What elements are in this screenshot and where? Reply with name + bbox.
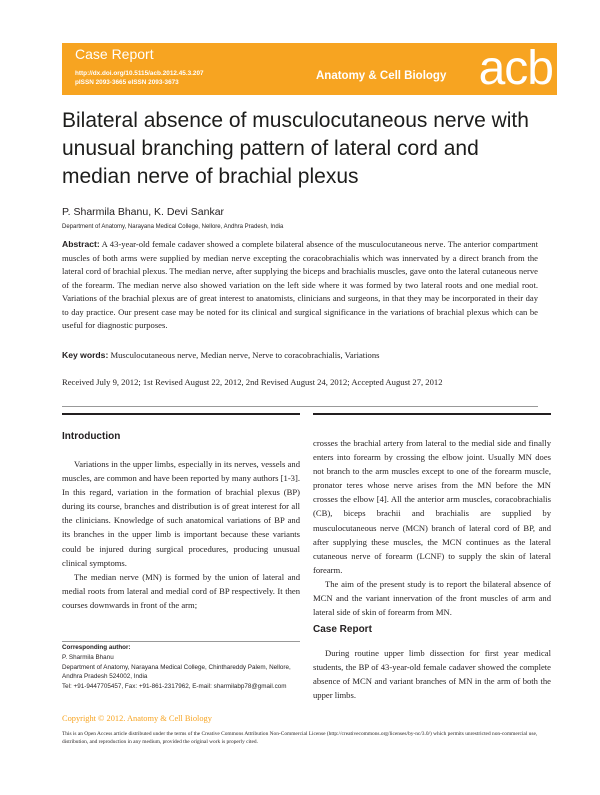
right-column-top bbox=[313, 436, 551, 619]
journal-name: Anatomy & Cell Biology bbox=[316, 70, 447, 82]
keywords-text: Musculocutaneous nerve, Median nerve, Nerve to coracobrachialis, Variations bbox=[110, 350, 380, 360]
issn: pISSN 2093-3665 eISSN 2093-3673 bbox=[75, 79, 179, 86]
header-banner bbox=[62, 43, 557, 95]
received-dates: Received July 9, 2012; 1st Revised August 22, 2012, 2nd Revised August 24, 2012; Accepted August 27, 2012 bbox=[62, 377, 443, 387]
intro-paragraph-1: Variations in the upper limbs, especially in its nerves, vessels and muscles, are common and have been reported by many authors [1-3]. In this regard, variation in the formation of brachial plexus (BP) during its course, branches and distribution is of great interest for all the clinicians. Knowledge of such anatomical variations of BP and its branches in the upper limb is important because these variants could be injured during surgical procedures, producing unusual clinical symptoms. bbox=[62, 459, 300, 568]
abstract-label: Abstract: bbox=[62, 239, 100, 249]
abstract-text: A 43-year-old female cadaver showed a complete bilateral absence of the musculocutaneous nerve. The anterior compartment muscles of both arms were supplied by median nerve excepting the coracobrachialis which was innervated by a direct branch from the lateral cord of brachial plexus. The median nerve, after supplying the biceps and brachialis muscles, gave onto the lateral cutaneous nerve of the forearm. The median nerve also showed variation on the left side where it was formed by two lateral roots and one medial root. Variations of the brachial plexus are of great interest to anatomists, clinicians and surgeons, in that they may be incorporated in their day to day practice. Our present case may be noted for its clinical and surgical significance in the variations of brachial plexus which can be useful for diagnostic purposes. bbox=[62, 239, 538, 330]
case-report-heading: Case Report bbox=[313, 624, 372, 635]
intro-paragraph-2: The median nerve (MN) is formed by the union of lateral and medial roots from lateral and medial cord of BP respectively. It then courses downwards in front of the arm; bbox=[62, 571, 300, 610]
doi-link[interactable]: http://dx.doi.org/10.5115/acb.2012.45.3.207 bbox=[75, 70, 204, 77]
journal-logo: acb bbox=[478, 42, 553, 95]
keywords bbox=[62, 350, 380, 360]
abstract bbox=[62, 238, 538, 333]
corresponding-divider bbox=[62, 641, 300, 642]
authors: P. Sharmila Bhanu, K. Devi Sankar bbox=[62, 206, 225, 218]
article-title: Bilateral absence of musculocutaneous nerve with unusual branching pattern of lateral cord and median nerve of brachial plexus bbox=[62, 109, 529, 188]
keywords-label: Key words: bbox=[62, 350, 109, 360]
article-type: Case Report bbox=[75, 46, 154, 62]
introduction-heading: Introduction bbox=[62, 431, 121, 442]
corresponding-name: P. Sharmila Bhanu bbox=[62, 653, 114, 661]
corresponding-address: Department of Anatomy, Narayana Medical College, Chinthareddy Palem, Nellore, Andhra Pradesh 524002, India bbox=[62, 663, 291, 681]
corresponding-author bbox=[62, 643, 300, 692]
corresponding-contact[interactable]: Tel: +91-9447705457, Fax: +91-861-2317962, E-mail: sharmilabp78@gmail.com bbox=[62, 683, 287, 691]
case-paragraph-1: During routine upper limb dissection for first year medical students, the BP of 43-year-old female cadaver showed the complete absence of MCN and variant branches of MN in the arm of both the upper limbs. bbox=[313, 648, 551, 701]
corresponding-label: Corresponding author: bbox=[62, 644, 131, 651]
left-column bbox=[62, 457, 300, 612]
column-rule-left bbox=[62, 413, 300, 415]
affiliation: Department of Anatomy, Narayana Medical College, Nellore, Andhra Pradesh, India bbox=[62, 224, 284, 230]
license-text: This is an Open Access article distributed under the terms of the Creative Commons Attribution Non-Commercial License (http://creativecommons.org/licenses/by-nc/3.0/) which permits unrestricted non-commercial use, distribution, and reproduction in any medium, provided the original work is properly cited. bbox=[62, 731, 538, 745]
right-column-bottom bbox=[313, 646, 551, 702]
copyright: Copyright © 2012. Anatomy & Cell Biology bbox=[62, 714, 212, 723]
intro-paragraph-3: crosses the brachial artery from lateral to the medial side and finally enters into forearm by crossing the elbow joint. Usually MN does not branch to the arm muscles except to one of the forearm muscle, pronator teres whose nerve arises from the MN before the MN crosses the elbow [4]. All the anterior arm muscles, coracobrachialis (CB), biceps brachii and brachialis are supplied by musculocutaneous nerve (MCN) branch of lateral cord of BP, and after supplying these muscles, the MCN continues as the lateral cutaneous nerve of forearm (LCNF) to supply the skin of lateral forearm. bbox=[313, 438, 551, 575]
column-rule-right bbox=[313, 413, 551, 415]
intro-paragraph-4: The aim of the present study is to report the bilateral absence of MCN and the variant innervation of the front muscles of arm and lateral side of skin of forearm from MN. bbox=[313, 578, 551, 618]
divider bbox=[62, 406, 538, 407]
